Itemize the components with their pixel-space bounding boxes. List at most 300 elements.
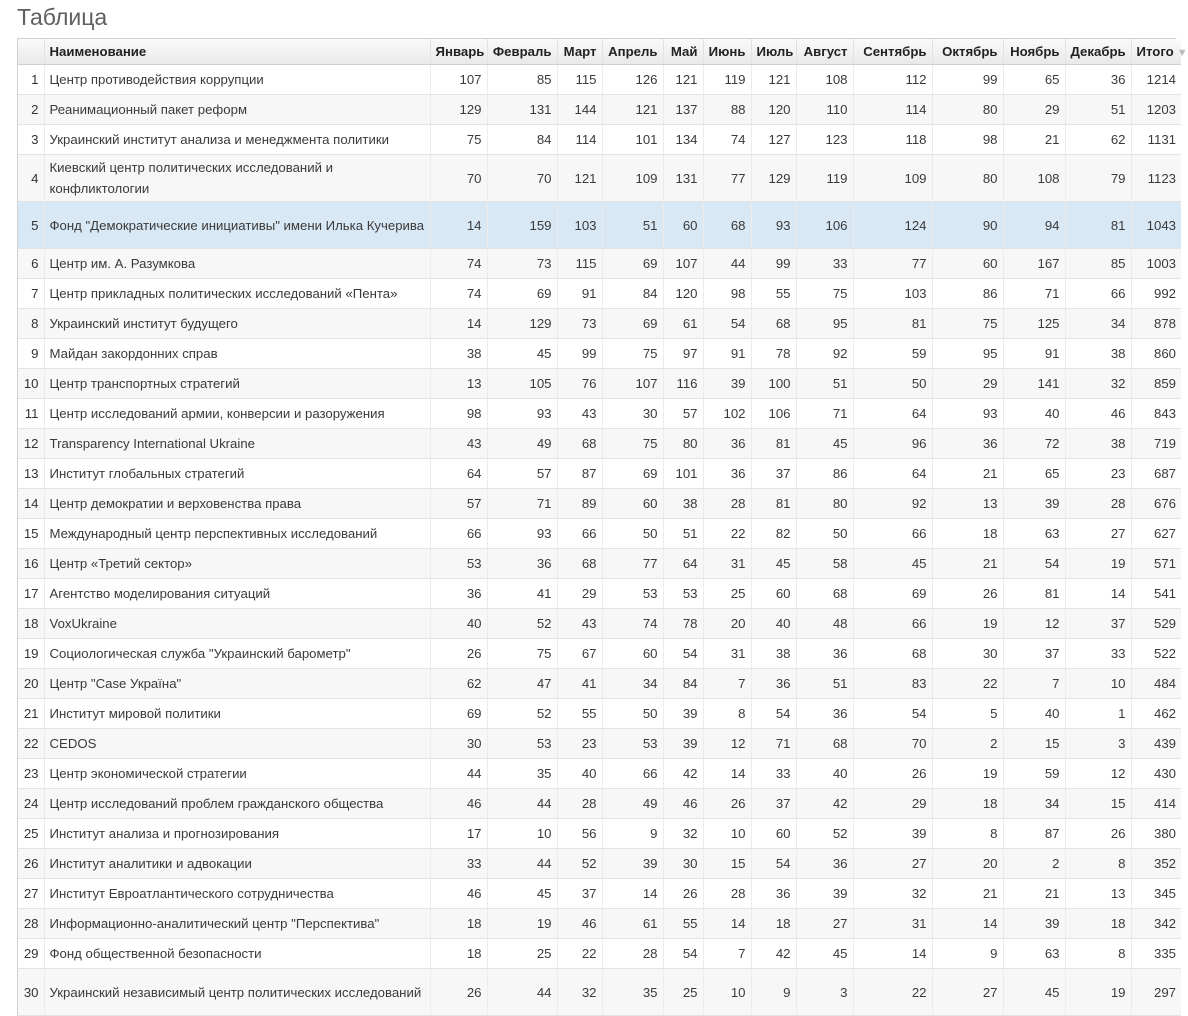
month-value-cell: 25 <box>663 969 703 1016</box>
total-value-cell: 522 <box>1131 639 1181 669</box>
page-title: Таблица <box>17 4 108 30</box>
row-name-cell: Украинский институт анализа и менеджмента политики <box>44 125 430 155</box>
month-value-cell: 40 <box>1003 399 1065 429</box>
month-value-cell: 45 <box>487 339 557 369</box>
row-name-cell: Центр экономической стратегии <box>44 759 430 789</box>
month-value-cell: 131 <box>663 155 703 202</box>
month-value-cell: 47 <box>487 669 557 699</box>
month-value-cell: 49 <box>602 789 663 819</box>
month-value-cell: 127 <box>751 125 796 155</box>
month-value-cell: 73 <box>557 309 602 339</box>
row-name-cell: Центр исследований проблем гражданского общества <box>44 789 430 819</box>
month-value-cell: 36 <box>487 549 557 579</box>
month-value-cell: 53 <box>602 579 663 609</box>
data-table <box>18 39 1188 1016</box>
month-value-cell: 20 <box>932 849 1003 879</box>
month-value-cell: 98 <box>932 125 1003 155</box>
month-value-cell: 14 <box>703 759 751 789</box>
month-value-cell: 22 <box>932 669 1003 699</box>
month-value-cell: 60 <box>602 639 663 669</box>
month-value-cell: 42 <box>751 939 796 969</box>
month-value-cell: 91 <box>557 279 602 309</box>
month-value-cell: 114 <box>853 95 932 125</box>
month-value-cell: 36 <box>703 429 751 459</box>
month-value-cell: 33 <box>1065 639 1131 669</box>
month-value-cell: 2 <box>932 729 1003 759</box>
month-value-cell: 36 <box>430 579 487 609</box>
month-value-cell: 123 <box>796 125 853 155</box>
month-value-cell: 69 <box>430 699 487 729</box>
row-index: 15 <box>18 519 44 549</box>
month-value-cell: 95 <box>932 339 1003 369</box>
table-row[interactable] <box>18 429 1181 459</box>
table-row[interactable] <box>18 549 1181 579</box>
month-value-cell: 107 <box>602 369 663 399</box>
row-index: 1 <box>18 65 44 95</box>
table-row[interactable] <box>18 519 1181 549</box>
month-value-cell: 75 <box>487 639 557 669</box>
month-value-cell: 46 <box>557 909 602 939</box>
month-value-cell: 60 <box>751 579 796 609</box>
month-value-cell: 84 <box>663 669 703 699</box>
month-value-cell: 57 <box>487 459 557 489</box>
month-value-cell: 31 <box>703 639 751 669</box>
row-index: 5 <box>18 202 44 249</box>
month-value-cell: 137 <box>663 95 703 125</box>
month-value-cell: 39 <box>1003 909 1065 939</box>
total-value-cell: 541 <box>1131 579 1181 609</box>
month-value-cell: 21 <box>932 459 1003 489</box>
month-value-cell: 105 <box>487 369 557 399</box>
total-value-cell: 992 <box>1131 279 1181 309</box>
month-value-cell: 40 <box>1003 699 1065 729</box>
total-value-cell: 571 <box>1131 549 1181 579</box>
month-value-cell: 73 <box>487 249 557 279</box>
month-value-cell: 2 <box>1003 849 1065 879</box>
month-value-cell: 26 <box>703 789 751 819</box>
month-value-cell: 52 <box>487 609 557 639</box>
month-value-cell: 40 <box>796 759 853 789</box>
month-value-cell: 64 <box>430 459 487 489</box>
month-value-cell: 54 <box>751 849 796 879</box>
month-value-cell: 115 <box>557 65 602 95</box>
table-row[interactable] <box>18 459 1181 489</box>
row-name-cell: Агентство моделирования ситуаций <box>44 579 430 609</box>
table-row[interactable] <box>18 249 1181 279</box>
month-value-cell: 18 <box>751 909 796 939</box>
month-value-cell: 36 <box>751 879 796 909</box>
month-value-cell: 99 <box>932 65 1003 95</box>
row-name-cell: Институт анализа и прогнозирования <box>44 819 430 849</box>
month-value-cell: 9 <box>932 939 1003 969</box>
month-value-cell: 19 <box>487 909 557 939</box>
row-index: 16 <box>18 549 44 579</box>
table-row[interactable] <box>18 65 1181 95</box>
month-value-cell: 58 <box>796 549 853 579</box>
row-index: 20 <box>18 669 44 699</box>
month-value-cell: 96 <box>853 429 932 459</box>
month-value-cell: 10 <box>703 819 751 849</box>
month-value-cell: 45 <box>796 939 853 969</box>
table-row[interactable] <box>18 399 1181 429</box>
month-value-cell: 45 <box>1003 969 1065 1016</box>
column-header-index <box>18 39 44 65</box>
month-value-cell: 83 <box>853 669 932 699</box>
total-value-cell: 1214 <box>1131 65 1181 95</box>
month-value-cell: 40 <box>557 759 602 789</box>
row-name-cell: Фонд "Демократические инициативы" имени Илька Кучерива <box>44 202 430 249</box>
month-value-cell: 50 <box>602 519 663 549</box>
month-value-cell: 44 <box>430 759 487 789</box>
month-value-cell: 81 <box>751 429 796 459</box>
month-value-cell: 36 <box>796 639 853 669</box>
row-name-cell: Центр противодействия коррупции <box>44 65 430 95</box>
month-value-cell: 54 <box>663 939 703 969</box>
column-header-month[interactable]: Июнь <box>703 39 751 65</box>
table-row[interactable] <box>18 579 1181 609</box>
month-value-cell: 60 <box>932 249 1003 279</box>
month-value-cell: 51 <box>796 369 853 399</box>
month-value-cell: 7 <box>703 939 751 969</box>
month-value-cell: 53 <box>487 729 557 759</box>
month-value-cell: 36 <box>796 699 853 729</box>
month-value-cell: 27 <box>1065 519 1131 549</box>
table-row[interactable] <box>18 369 1181 399</box>
month-value-cell: 9 <box>751 969 796 1016</box>
column-header-month[interactable]: Август <box>796 39 853 65</box>
row-name-cell: Центр «Третий сектор» <box>44 549 430 579</box>
month-value-cell: 66 <box>853 609 932 639</box>
table-row[interactable] <box>18 125 1181 155</box>
month-value-cell: 34 <box>1003 789 1065 819</box>
month-value-cell: 54 <box>1003 549 1065 579</box>
month-value-cell: 70 <box>430 155 487 202</box>
month-value-cell: 27 <box>796 909 853 939</box>
row-index: 12 <box>18 429 44 459</box>
row-index: 19 <box>18 639 44 669</box>
row-index: 2 <box>18 95 44 125</box>
month-value-cell: 54 <box>853 699 932 729</box>
month-value-cell: 66 <box>1065 279 1131 309</box>
month-value-cell: 116 <box>663 369 703 399</box>
month-value-cell: 29 <box>557 579 602 609</box>
month-value-cell: 7 <box>703 669 751 699</box>
month-value-cell: 89 <box>557 489 602 519</box>
table-row[interactable] <box>18 489 1181 519</box>
month-value-cell: 14 <box>853 939 932 969</box>
month-value-cell: 68 <box>751 309 796 339</box>
month-value-cell: 34 <box>1065 309 1131 339</box>
month-value-cell: 115 <box>557 249 602 279</box>
row-name-cell: Киевский центр политических исследований и конфликтологии <box>44 155 430 202</box>
table-row[interactable] <box>18 309 1181 339</box>
table-row[interactable] <box>18 699 1181 729</box>
month-value-cell: 87 <box>1003 819 1065 849</box>
month-value-cell: 71 <box>487 489 557 519</box>
month-value-cell: 80 <box>932 155 1003 202</box>
month-value-cell: 7 <box>1003 669 1065 699</box>
table-row[interactable] <box>18 155 1181 202</box>
month-value-cell: 93 <box>932 399 1003 429</box>
month-value-cell: 34 <box>602 669 663 699</box>
row-index: 22 <box>18 729 44 759</box>
month-value-cell: 32 <box>557 969 602 1016</box>
month-value-cell: 81 <box>1065 202 1131 249</box>
row-name-cell: Фонд общественной безопасности <box>44 939 430 969</box>
month-value-cell: 14 <box>1065 579 1131 609</box>
month-value-cell: 50 <box>796 519 853 549</box>
month-value-cell: 114 <box>557 125 602 155</box>
month-value-cell: 81 <box>751 489 796 519</box>
row-index: 25 <box>18 819 44 849</box>
month-value-cell: 80 <box>932 95 1003 125</box>
month-value-cell: 46 <box>430 789 487 819</box>
column-header-month[interactable]: Сентябрь <box>853 39 932 65</box>
month-value-cell: 65 <box>1003 459 1065 489</box>
row-name-cell: Майдан закордонних справ <box>44 339 430 369</box>
month-value-cell: 64 <box>663 549 703 579</box>
month-value-cell: 60 <box>751 819 796 849</box>
table-row[interactable] <box>18 759 1181 789</box>
month-value-cell: 40 <box>751 609 796 639</box>
month-value-cell: 69 <box>853 579 932 609</box>
month-value-cell: 98 <box>430 399 487 429</box>
month-value-cell: 15 <box>1065 789 1131 819</box>
month-value-cell: 20 <box>703 609 751 639</box>
table-row[interactable] <box>18 609 1181 639</box>
sort-descending-icon[interactable]: ▼ <box>1176 47 1188 59</box>
month-value-cell: 36 <box>1065 65 1131 95</box>
month-value-cell: 124 <box>853 202 932 249</box>
month-value-cell: 80 <box>663 429 703 459</box>
month-value-cell: 41 <box>557 669 602 699</box>
month-value-cell: 10 <box>703 969 751 1016</box>
column-header-month[interactable]: Июль <box>751 39 796 65</box>
table-body <box>18 65 1181 1016</box>
month-value-cell: 55 <box>751 279 796 309</box>
month-value-cell: 26 <box>430 969 487 1016</box>
total-value-cell: 529 <box>1131 609 1181 639</box>
row-index: 3 <box>18 125 44 155</box>
table-row[interactable] <box>18 339 1181 369</box>
month-value-cell: 45 <box>853 549 932 579</box>
month-value-cell: 19 <box>932 609 1003 639</box>
month-value-cell: 28 <box>602 939 663 969</box>
month-value-cell: 36 <box>751 669 796 699</box>
month-value-cell: 39 <box>663 729 703 759</box>
month-value-cell: 8 <box>1065 939 1131 969</box>
month-value-cell: 1 <box>1065 699 1131 729</box>
total-value-cell: 414 <box>1131 789 1181 819</box>
column-header-month[interactable]: Февраль <box>487 39 557 65</box>
table-row[interactable] <box>18 819 1181 849</box>
column-header-month[interactable]: Январь <box>430 39 487 65</box>
month-value-cell: 5 <box>932 699 1003 729</box>
month-value-cell: 99 <box>751 249 796 279</box>
month-value-cell: 23 <box>557 729 602 759</box>
month-value-cell: 121 <box>663 65 703 95</box>
column-header-month[interactable]: Март <box>557 39 602 65</box>
table-row[interactable] <box>18 639 1181 669</box>
month-value-cell: 101 <box>602 125 663 155</box>
month-value-cell: 12 <box>1003 609 1065 639</box>
month-value-cell: 40 <box>430 609 487 639</box>
row-index: 24 <box>18 789 44 819</box>
month-value-cell: 44 <box>703 249 751 279</box>
table-row[interactable] <box>18 95 1181 125</box>
month-value-cell: 54 <box>751 699 796 729</box>
row-index: 7 <box>18 279 44 309</box>
month-value-cell: 129 <box>751 155 796 202</box>
total-value-cell: 484 <box>1131 669 1181 699</box>
month-value-cell: 31 <box>703 549 751 579</box>
month-value-cell: 44 <box>487 969 557 1016</box>
month-value-cell: 21 <box>932 549 1003 579</box>
table-row[interactable] <box>18 849 1181 879</box>
month-value-cell: 64 <box>853 399 932 429</box>
month-value-cell: 74 <box>430 249 487 279</box>
month-value-cell: 61 <box>663 309 703 339</box>
month-value-cell: 45 <box>751 549 796 579</box>
month-value-cell: 18 <box>430 909 487 939</box>
month-value-cell: 49 <box>487 429 557 459</box>
month-value-cell: 106 <box>751 399 796 429</box>
month-value-cell: 53 <box>663 579 703 609</box>
month-value-cell: 36 <box>796 849 853 879</box>
month-value-cell: 119 <box>703 65 751 95</box>
table-row[interactable] <box>18 909 1181 939</box>
month-value-cell: 60 <box>663 202 703 249</box>
table-row[interactable] <box>18 789 1181 819</box>
month-value-cell: 32 <box>853 879 932 909</box>
total-value-cell: 342 <box>1131 909 1181 939</box>
month-value-cell: 33 <box>751 759 796 789</box>
table-row[interactable] <box>18 279 1181 309</box>
month-value-cell: 37 <box>751 789 796 819</box>
month-value-cell: 68 <box>557 549 602 579</box>
table-row[interactable] <box>18 729 1181 759</box>
row-name-cell: Реанимационный пакет реформ <box>44 95 430 125</box>
month-value-cell: 76 <box>557 369 602 399</box>
table-row[interactable] <box>18 969 1181 1016</box>
total-value-cell: 676 <box>1131 489 1181 519</box>
row-index: 23 <box>18 759 44 789</box>
month-value-cell: 22 <box>703 519 751 549</box>
month-value-cell: 3 <box>796 969 853 1016</box>
month-value-cell: 79 <box>1065 155 1131 202</box>
month-value-cell: 29 <box>1003 95 1065 125</box>
month-value-cell: 92 <box>796 339 853 369</box>
month-value-cell: 57 <box>663 399 703 429</box>
month-value-cell: 84 <box>487 125 557 155</box>
table-row[interactable] <box>18 202 1181 249</box>
month-value-cell: 28 <box>1065 489 1131 519</box>
row-index: 30 <box>18 969 44 1016</box>
row-name-cell: Информационно-аналитический центр "Перспектива" <box>44 909 430 939</box>
table-row[interactable] <box>18 669 1181 699</box>
row-name-cell: CEDOS <box>44 729 430 759</box>
month-value-cell: 41 <box>487 579 557 609</box>
month-value-cell: 59 <box>853 339 932 369</box>
month-value-cell: 119 <box>796 155 853 202</box>
month-value-cell: 121 <box>751 65 796 95</box>
month-value-cell: 42 <box>796 789 853 819</box>
month-value-cell: 129 <box>430 95 487 125</box>
month-value-cell: 65 <box>1003 65 1065 95</box>
month-value-cell: 75 <box>602 429 663 459</box>
month-value-cell: 103 <box>557 202 602 249</box>
month-value-cell: 77 <box>853 249 932 279</box>
column-header-month[interactable]: Апрель <box>602 39 663 65</box>
month-value-cell: 86 <box>932 279 1003 309</box>
month-value-cell: 32 <box>1065 369 1131 399</box>
month-value-cell: 85 <box>487 65 557 95</box>
month-value-cell: 17 <box>430 819 487 849</box>
column-header-month[interactable]: Ноябрь <box>1003 39 1065 65</box>
row-name-cell: Институт Евроатлантического сотрудничества <box>44 879 430 909</box>
month-value-cell: 95 <box>796 309 853 339</box>
table-row[interactable] <box>18 879 1181 909</box>
month-value-cell: 107 <box>663 249 703 279</box>
month-value-cell: 28 <box>703 879 751 909</box>
month-value-cell: 27 <box>853 849 932 879</box>
month-value-cell: 51 <box>602 202 663 249</box>
month-value-cell: 43 <box>557 609 602 639</box>
month-value-cell: 39 <box>663 699 703 729</box>
month-value-cell: 69 <box>487 279 557 309</box>
month-value-cell: 43 <box>430 429 487 459</box>
month-value-cell: 46 <box>663 789 703 819</box>
row-name-cell: Институт мировой политики <box>44 699 430 729</box>
month-value-cell: 38 <box>663 489 703 519</box>
table-row[interactable] <box>18 939 1181 969</box>
month-value-cell: 14 <box>932 909 1003 939</box>
month-value-cell: 80 <box>796 489 853 519</box>
month-value-cell: 159 <box>487 202 557 249</box>
column-header-month[interactable]: Май <box>663 39 703 65</box>
month-value-cell: 74 <box>602 609 663 639</box>
row-index: 26 <box>18 849 44 879</box>
row-name-cell: Центр им. А. Разумкова <box>44 249 430 279</box>
total-value-cell: 297 <box>1131 969 1181 1016</box>
row-index: 27 <box>18 879 44 909</box>
column-header-month[interactable]: Декабрь <box>1065 39 1131 65</box>
month-value-cell: 14 <box>430 309 487 339</box>
row-name-cell: Центр исследований армии, конверсии и разоружения <box>44 399 430 429</box>
column-header-month[interactable]: Октябрь <box>932 39 1003 65</box>
month-value-cell: 8 <box>1065 849 1131 879</box>
row-index: 14 <box>18 489 44 519</box>
column-header-total[interactable] <box>1131 39 1188 65</box>
total-value-cell: 627 <box>1131 519 1181 549</box>
month-value-cell: 68 <box>796 579 853 609</box>
column-header-name[interactable]: Наименование <box>44 39 430 65</box>
month-value-cell: 38 <box>1065 429 1131 459</box>
month-value-cell: 10 <box>1065 669 1131 699</box>
month-value-cell: 141 <box>1003 369 1065 399</box>
month-value-cell: 61 <box>602 909 663 939</box>
month-value-cell: 13 <box>932 489 1003 519</box>
total-value-cell: 430 <box>1131 759 1181 789</box>
month-value-cell: 69 <box>602 309 663 339</box>
month-value-cell: 39 <box>1003 489 1065 519</box>
month-value-cell: 21 <box>1003 879 1065 909</box>
total-value-cell: 462 <box>1131 699 1181 729</box>
month-value-cell: 30 <box>602 399 663 429</box>
month-value-cell: 66 <box>557 519 602 549</box>
month-value-cell: 13 <box>430 369 487 399</box>
month-value-cell: 75 <box>932 309 1003 339</box>
